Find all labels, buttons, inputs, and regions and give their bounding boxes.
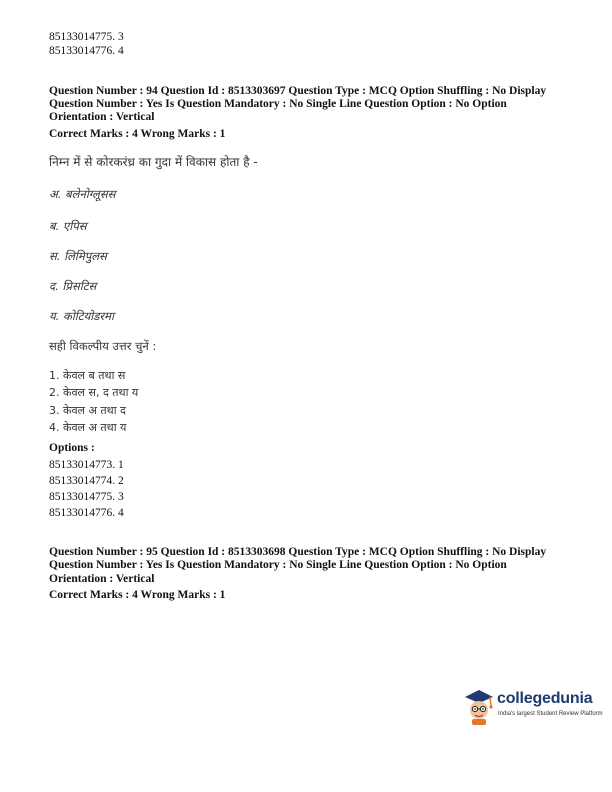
- q94-option-1: 85133014773. 1: [49, 459, 124, 471]
- q95-header-line-1: Question Number : 95 Question Id : 8513303698 Question Type : MCQ Option Shuffling : No Display: [49, 546, 547, 558]
- q94-item-c: स. लिमिपुलस: [49, 249, 107, 263]
- q94-prompt: सही विकल्पीय उत्तर चुनें :: [49, 339, 157, 353]
- q94-item-a: अ. बलेनोग्लूसस: [49, 187, 116, 201]
- q94-choice-2: 2. केवल स, द तथा य: [49, 386, 139, 399]
- q94-item-e: य. कोटियोडरमा: [49, 309, 114, 323]
- q95-header-line-2: Question Number : Yes Is Question Mandatory : No Single Line Question Option : No Option: [49, 559, 507, 571]
- q94-header-line-1: Question Number : 94 Question Id : 8513303697 Question Type : MCQ Option Shuffling : No Display: [49, 85, 547, 97]
- q94-header-line-3: Orientation : Vertical: [49, 111, 155, 123]
- q94-item-b: ब. एपिस: [49, 219, 87, 233]
- q94-question-text: निम्न में से कोरकरंध्र का गुदा में विकास होता है -: [49, 155, 258, 169]
- prev-option-4: 85133014776. 4: [49, 45, 124, 57]
- logo-wordmark: collegedunia: [497, 690, 593, 707]
- q95-marks: Correct Marks : 4 Wrong Marks : 1: [49, 589, 226, 601]
- q94-marks: Correct Marks : 4 Wrong Marks : 1: [49, 128, 226, 140]
- q94-option-2: 85133014774. 2: [49, 475, 124, 487]
- q94-option-3: 85133014775. 3: [49, 491, 124, 503]
- q94-options-label: Options :: [49, 442, 95, 454]
- prev-option-3: 85133014775. 3: [49, 31, 124, 43]
- q94-header-line-2: Question Number : Yes Is Question Mandatory : No Single Line Question Option : No Option: [49, 98, 507, 110]
- q94-choice-4: 4. केवल अ तथा य: [49, 421, 127, 434]
- graduate-mascot-icon: [462, 688, 496, 726]
- q94-choice-3: 3. केवल अ तथा द: [49, 404, 126, 417]
- collegedunia-logo: [462, 688, 602, 728]
- q94-choice-1: 1. केवल ब तथा स: [49, 369, 126, 382]
- q94-item-d: द. प्रिसटिस: [49, 279, 97, 293]
- q94-option-4: 85133014776. 4: [49, 507, 124, 519]
- q95-header-line-3: Orientation : Vertical: [49, 573, 155, 585]
- logo-tagline: India's largest Student Review Platform: [498, 711, 603, 717]
